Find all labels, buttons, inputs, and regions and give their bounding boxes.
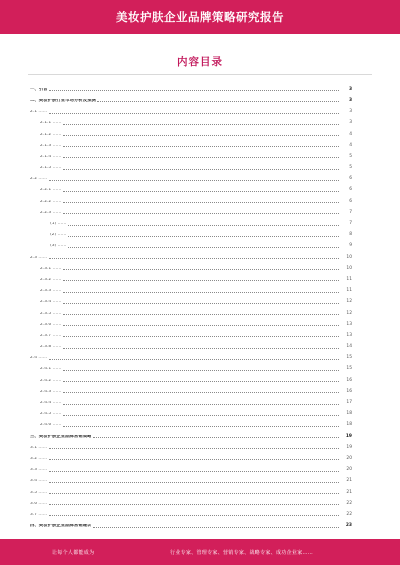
toc-entry-page: 6 (349, 187, 352, 193)
toc-leader-dots (49, 471, 339, 472)
table-of-contents (30, 81, 352, 529)
toc-entry-page: 6 (349, 176, 352, 182)
toc-entry[interactable] (30, 450, 352, 461)
toc-entry-page: 18 (346, 422, 352, 428)
toc-entry-page: 15 (346, 355, 352, 361)
toc-entry-title: (2) …… (50, 233, 67, 238)
toc-entry-title: 2.2.1 …… (40, 188, 62, 193)
toc-entry-title: 3.4 …… (30, 479, 48, 484)
toc-leader-dots (49, 493, 339, 494)
toc-entry[interactable] (30, 182, 352, 193)
toc-entry-title: 3.6 …… (30, 501, 48, 506)
toc-leader-dots (63, 135, 339, 136)
toc-leader-dots (63, 213, 339, 214)
toc-leader-dots (63, 404, 339, 405)
toc-entry-page: 11 (346, 288, 352, 294)
toc-entry-page: 4 (349, 131, 352, 137)
toc-entry-title: 2.1.5 …… (40, 166, 62, 171)
toc-entry[interactable] (30, 394, 352, 405)
toc-entry[interactable] (30, 103, 352, 114)
toc-entry-title: 3.7 …… (30, 512, 48, 517)
toc-entry[interactable] (30, 137, 352, 148)
toc-entry-page: 7 (349, 221, 352, 227)
toc-entry[interactable] (30, 226, 352, 237)
toc-entry-title: 2.4.6 …… (40, 423, 62, 428)
toc-entry-title: 2.3.2 …… (40, 277, 62, 282)
toc-entry[interactable] (30, 405, 352, 416)
toc-title: 内容目录 (177, 56, 223, 68)
toc-leader-dots (63, 370, 339, 371)
toc-entry[interactable] (30, 238, 352, 249)
toc-leader-dots (49, 180, 339, 181)
toc-entry-page: 12 (346, 299, 352, 305)
toc-entry-title: 2.3.5 …… (40, 311, 62, 316)
toc-entry-title: 3.3 …… (30, 468, 48, 473)
toc-entry-page: 18 (346, 411, 352, 417)
toc-entry-title: 2.4.4 …… (40, 401, 62, 406)
toc-entry-title: 二、美妆护肤行业市场分析及预测 (30, 98, 96, 103)
toc-entry-title: 2.1.4 …… (40, 154, 62, 159)
toc-entry-page: 17 (346, 400, 352, 406)
toc-leader-dots (63, 124, 339, 125)
toc-entry[interactable] (30, 327, 352, 338)
toc-entry-page: 4 (349, 142, 352, 148)
toc-leader-dots (68, 247, 339, 248)
toc-entry-title: 2.3.7 …… (40, 333, 62, 338)
toc-entry[interactable] (30, 361, 352, 372)
toc-entry[interactable] (30, 305, 352, 316)
toc-entry-page: 6 (349, 198, 352, 204)
toc-entry-page: 3 (348, 97, 352, 103)
toc-entry[interactable] (30, 495, 352, 506)
toc-entry-page: 22 (346, 511, 352, 517)
toc-entry[interactable] (30, 148, 352, 159)
toc-entry-title: 2.2.3 …… (40, 210, 62, 215)
toc-entry-title: 2.3.8 …… (40, 345, 62, 350)
toc-entry[interactable] (30, 417, 352, 428)
toc-leader-dots (93, 437, 339, 438)
toc-entry-title: 2.4.3 …… (40, 389, 62, 394)
toc-entry-page: 10 (346, 254, 352, 260)
toc-entry-page: 8 (349, 232, 352, 238)
toc-entry-page: 12 (346, 310, 352, 316)
toc-leader-dots (49, 90, 338, 91)
toc-entry[interactable] (30, 428, 352, 439)
toc-leader-dots (63, 303, 339, 304)
toc-entry[interactable] (30, 294, 352, 305)
toc-leader-dots (63, 269, 339, 270)
toc-leader-dots (63, 157, 339, 158)
toc-leader-dots (93, 527, 339, 528)
toc-entry-title: 一、引言 (30, 87, 48, 92)
toc-leader-dots (49, 515, 339, 516)
toc-entry[interactable] (30, 126, 352, 137)
toc-entry[interactable] (30, 338, 352, 349)
toc-entry[interactable] (30, 171, 352, 182)
toc-entry[interactable] (30, 81, 352, 92)
toc-leader-dots (63, 280, 339, 281)
toc-leader-dots (49, 448, 339, 449)
toc-entry-page: 21 (346, 489, 352, 495)
toc-leader-dots (49, 359, 339, 360)
toc-entry-title: 四、美妆护肤企业品牌营销建议 (30, 524, 92, 529)
toc-entry-page: 7 (349, 209, 352, 215)
footer-slogan-right: 行业专家、管理专家、营销专家、战略专家、成功企业家…… (170, 549, 314, 556)
toc-entry-page: 5 (349, 165, 352, 171)
toc-leader-dots (63, 191, 339, 192)
toc-entry[interactable] (30, 249, 352, 260)
toc-entry-page: 9 (349, 243, 352, 249)
toc-leader-dots (68, 236, 339, 237)
toc-leader-dots (63, 348, 339, 349)
toc-divider (28, 74, 372, 75)
toc-entry-title: 2.4.1 …… (40, 367, 62, 372)
toc-entry-page: 15 (346, 366, 352, 372)
toc-entry[interactable] (30, 484, 352, 495)
toc-entry-page: 22 (346, 500, 352, 506)
toc-entry[interactable] (30, 517, 352, 528)
toc-leader-dots (63, 336, 339, 337)
toc-entry-title: 三、美妆护肤企业品牌营销策略 (30, 434, 92, 439)
toc-leader-dots (63, 325, 339, 326)
toc-entry[interactable] (30, 473, 352, 484)
toc-entry-page: 10 (346, 265, 352, 271)
toc-entry[interactable] (30, 193, 352, 204)
toc-leader-dots (63, 381, 339, 382)
toc-leader-dots (63, 292, 339, 293)
toc-entry-title: 2.3.1 …… (40, 266, 62, 271)
toc-entry[interactable] (30, 439, 352, 450)
toc-entry[interactable] (30, 215, 352, 226)
toc-entry[interactable] (30, 271, 352, 282)
toc-entry-page: 20 (346, 467, 352, 473)
toc-leader-dots (49, 113, 339, 114)
toc-entry-title: 3.5 …… (30, 490, 48, 495)
toc-leader-dots (68, 225, 339, 226)
toc-entry[interactable] (30, 204, 352, 215)
toc-entry-page: 14 (346, 344, 352, 350)
toc-entry-title: 2.1 …… (30, 110, 48, 115)
toc-leader-dots (49, 482, 339, 483)
toc-entry-page: 19 (345, 433, 352, 439)
toc-entry-page: 3 (349, 109, 352, 115)
toc-entry-page: 3 (348, 86, 352, 92)
toc-entry-title: (1) …… (50, 222, 67, 227)
toc-entry[interactable] (30, 260, 352, 271)
toc-leader-dots (49, 258, 339, 259)
toc-entry-title: (3) …… (50, 244, 67, 249)
toc-entry-title: 2.4.2 …… (40, 378, 62, 383)
toc-leader-dots (63, 202, 339, 203)
report-footer (0, 539, 400, 565)
toc-entry-title: 2.1.1 …… (40, 121, 62, 126)
toc-entry-title: 2.3 …… (30, 255, 48, 260)
toc-entry-title: 2.1.3 …… (40, 143, 62, 148)
toc-entry-title: 3.1 …… (30, 445, 48, 450)
toc-entry-title: 2.2 …… (30, 177, 48, 182)
toc-leader-dots (63, 426, 339, 427)
toc-entry-page: 13 (346, 332, 352, 338)
toc-leader-dots (63, 314, 339, 315)
toc-entry-title: 2.2.2 …… (40, 199, 62, 204)
toc-leader-dots (49, 459, 339, 460)
toc-entry[interactable] (30, 282, 352, 293)
toc-leader-dots (97, 101, 338, 102)
toc-leader-dots (49, 504, 339, 505)
toc-entry-page: 16 (346, 388, 352, 394)
footer-slogan-left: 让每个人都能成为 (52, 549, 95, 556)
toc-entry-page: 16 (346, 377, 352, 383)
toc-leader-dots (63, 415, 339, 416)
toc-entry-page: 13 (346, 321, 352, 327)
toc-entry[interactable] (30, 159, 352, 170)
report-title: 美妆护肤企业品牌策略研究报告 (116, 10, 284, 24)
toc-entry-page: 11 (346, 276, 352, 282)
toc-entry[interactable] (30, 461, 352, 472)
toc-entry[interactable] (30, 92, 352, 103)
toc-entry-title: 2.4.5 …… (40, 412, 62, 417)
toc-entry-title: 2.4 …… (30, 356, 48, 361)
toc-entry[interactable] (30, 350, 352, 361)
toc-entry[interactable] (30, 372, 352, 383)
toc-entry-title: 3.2 …… (30, 456, 48, 461)
toc-entry-title: 2.3.4 …… (40, 300, 62, 305)
toc-entry-page: 3 (349, 120, 352, 126)
toc-entry[interactable] (30, 115, 352, 126)
toc-entry[interactable] (30, 506, 352, 517)
report-header (0, 0, 400, 34)
toc-entry[interactable] (30, 316, 352, 327)
toc-entry[interactable] (30, 383, 352, 394)
toc-entry-page: 5 (349, 153, 352, 159)
toc-entry-title: 2.3.3 …… (40, 289, 62, 294)
toc-leader-dots (63, 392, 339, 393)
toc-leader-dots (63, 169, 339, 170)
toc-entry-page: 21 (346, 478, 352, 484)
toc-entry-page: 19 (346, 444, 352, 450)
toc-leader-dots (63, 146, 339, 147)
toc-entry-page: 23 (345, 523, 352, 529)
toc-entry-title: 2.3.6 …… (40, 322, 62, 327)
toc-entry-page: 20 (346, 455, 352, 461)
toc-entry-title: 2.1.2 …… (40, 132, 62, 137)
